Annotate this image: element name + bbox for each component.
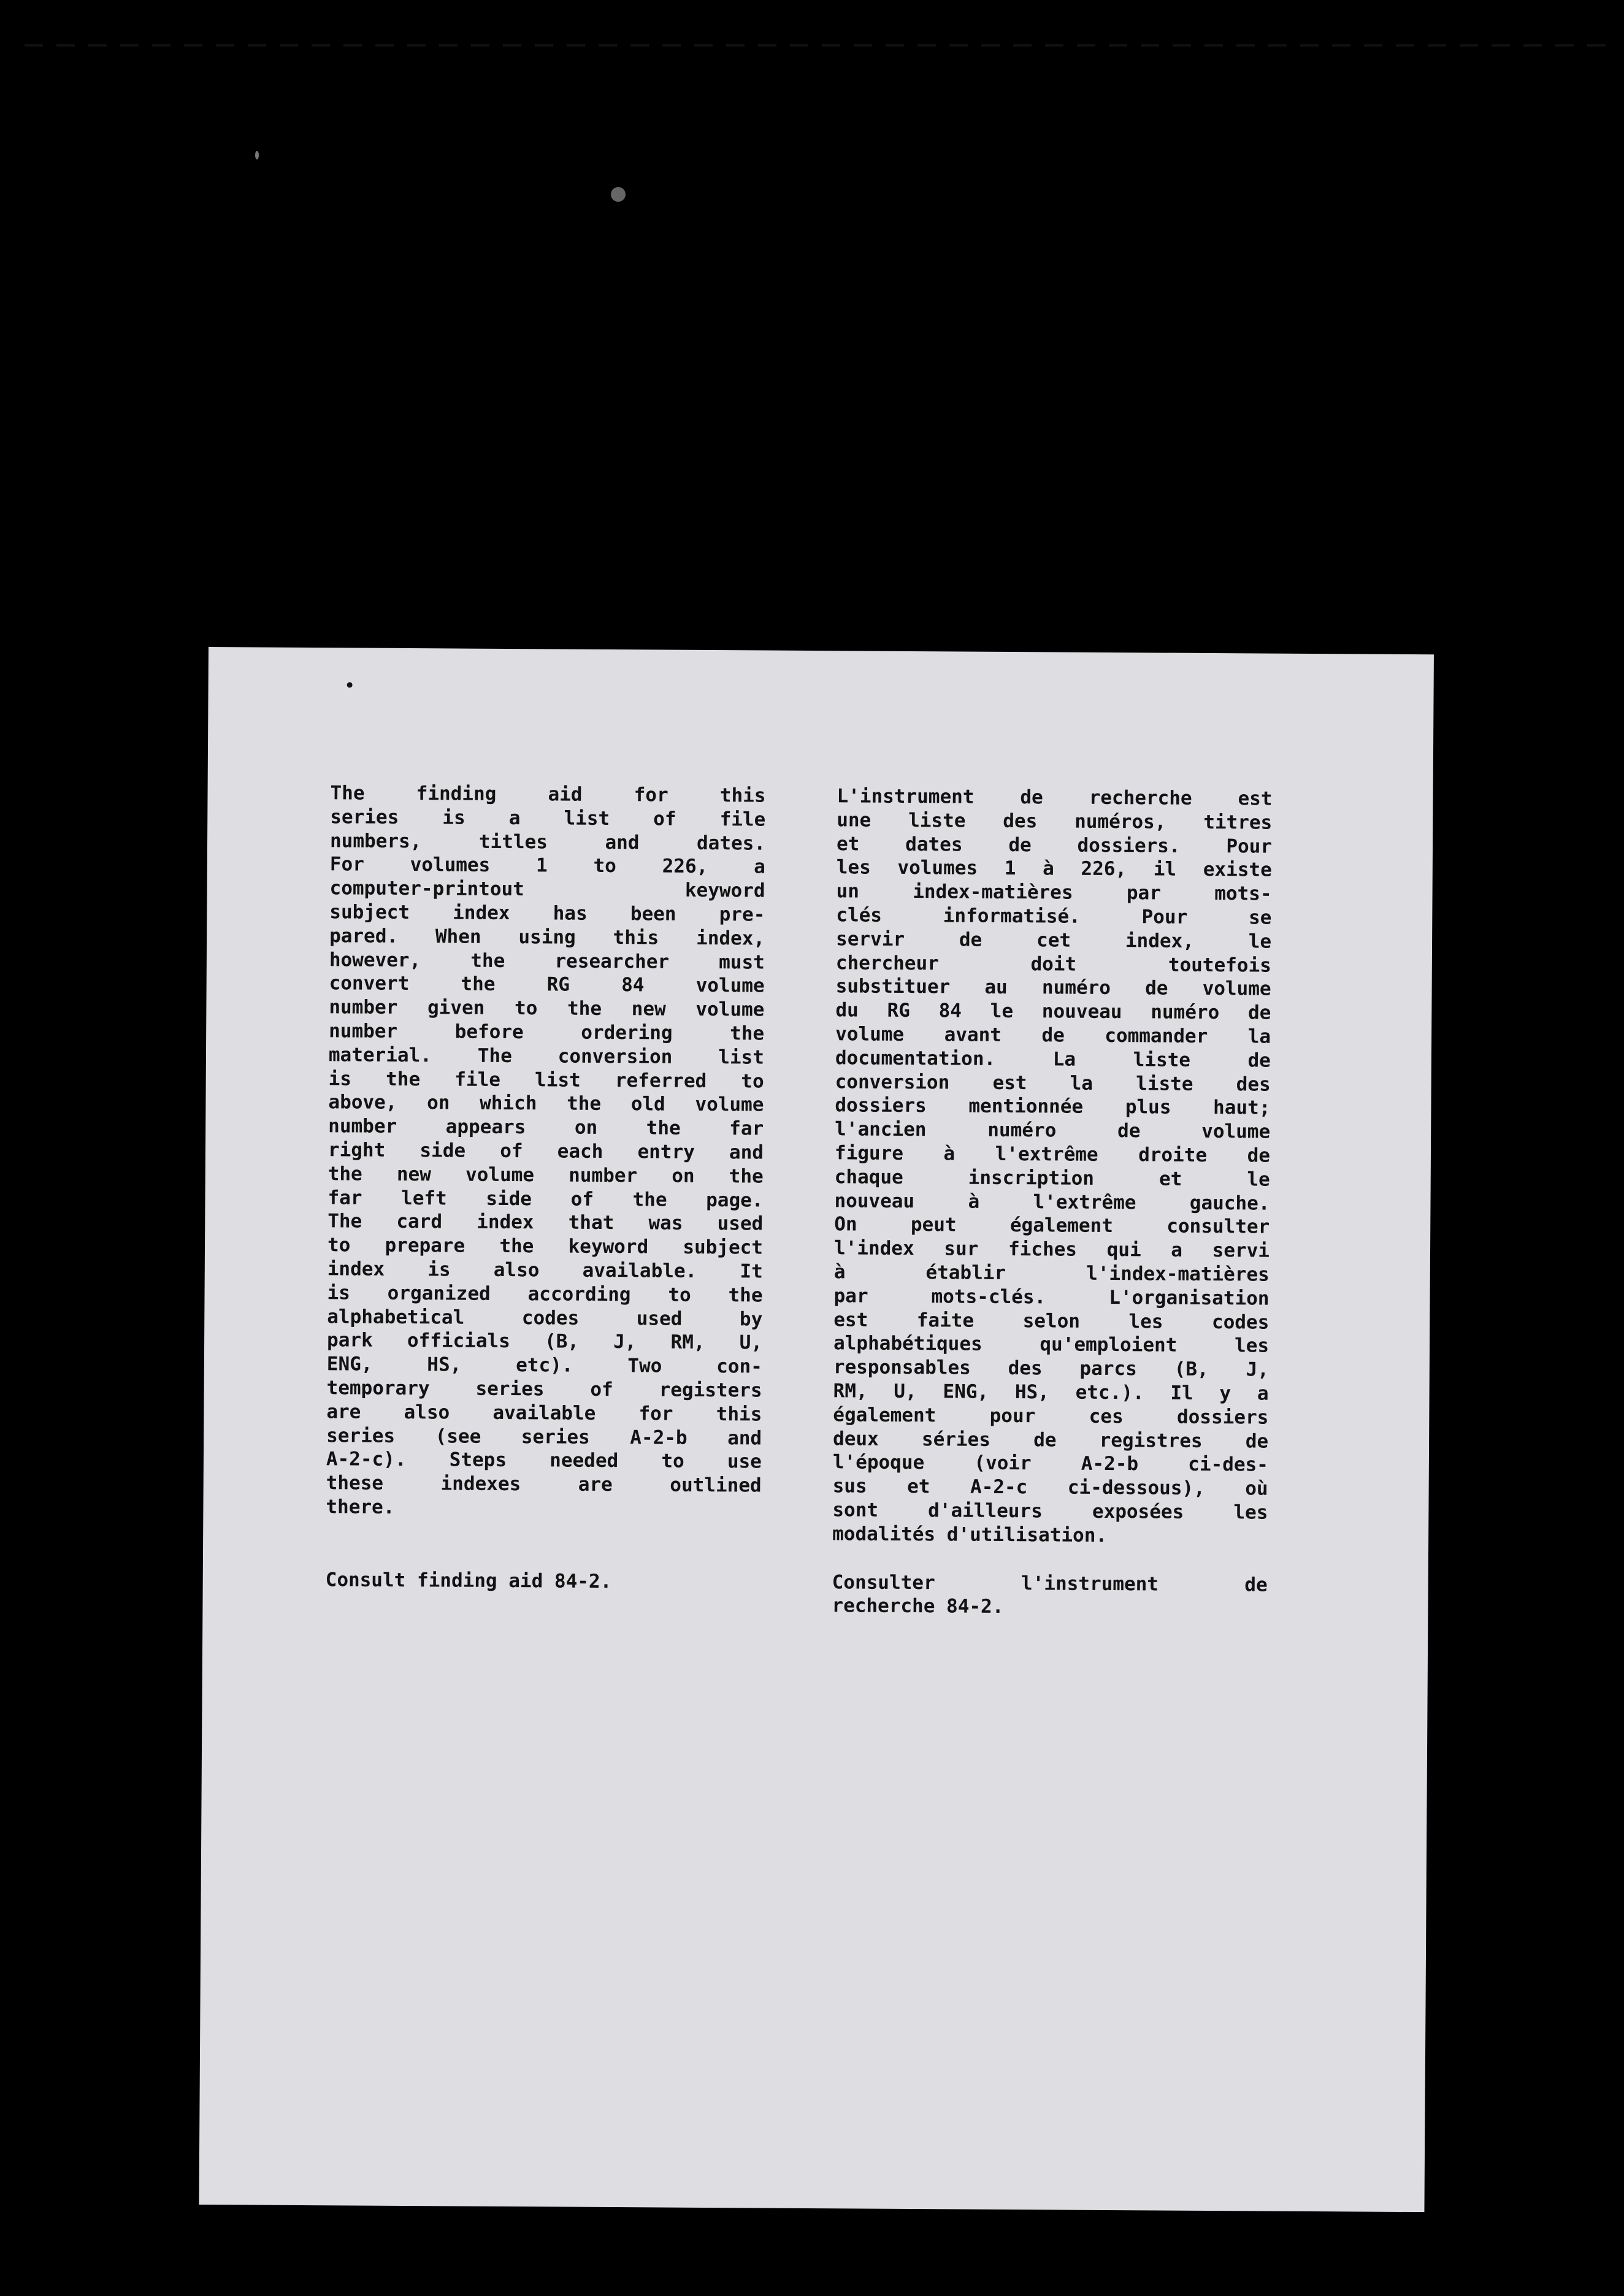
text-line: alphabétiques qu'emploient les: [833, 1332, 1270, 1357]
text-line: deux séries de registres de: [833, 1427, 1269, 1453]
text-line: est faite selon les codes: [833, 1308, 1270, 1334]
text-line: convert the RG 84 volume: [329, 972, 765, 997]
text-line: à établir l'index-matières: [833, 1261, 1270, 1286]
text-line: A-2-c). Steps needed to use: [326, 1448, 762, 1473]
text-line: there.: [326, 1496, 395, 1518]
text-line: l'index sur fiches qui a servi: [833, 1237, 1270, 1262]
text-line: un index-matières par mots-: [836, 880, 1272, 905]
text-line: numbers, titles and dates.: [329, 829, 766, 855]
text-line: documentation. La liste de: [835, 1047, 1271, 1072]
text-line: L'instrument de recherche est: [837, 785, 1273, 810]
document-page: [199, 647, 1433, 2212]
paper-speck: [347, 682, 353, 687]
text-line: Consulter l'instrument de: [832, 1571, 1268, 1596]
text-line: l'ancien numéro de volume: [835, 1118, 1271, 1143]
text-line: figure à l'extrême droite de: [834, 1142, 1271, 1167]
text-line: number given to the new volume: [329, 996, 765, 1021]
text-line: subject index has been pre-: [329, 901, 765, 926]
text-line: sus et A-2-c ci-dessous), où: [832, 1475, 1268, 1500]
text-line: above, on which the old volume: [328, 1091, 764, 1116]
text-line: également pour ces dossiers: [833, 1403, 1269, 1429]
text-line: park officials (B, J, RM, U,: [326, 1329, 763, 1354]
text-line: les volumes 1 à 226, il existe: [836, 856, 1272, 881]
text-line: une liste des numéros, titres: [837, 809, 1273, 834]
french-column: [832, 784, 1272, 1620]
text-line: chercheur doit toutefois: [835, 951, 1271, 977]
text-line: The card index that was used: [327, 1210, 764, 1235]
text-line: dossiers mentionnée plus haut;: [835, 1094, 1271, 1119]
text-line: substituer au numéro de volume: [835, 975, 1271, 1000]
text-line: number appears on the far: [328, 1115, 764, 1140]
text-line: series is a list of file: [330, 806, 766, 831]
text-line: For volumes 1 to 226, a: [329, 853, 765, 878]
text-line: par mots-clés. L'organisation: [833, 1284, 1270, 1310]
french-paragraph: [832, 784, 1273, 1548]
text-line: is the file list referred to: [328, 1067, 764, 1093]
text-line: temporary series of registers: [326, 1377, 762, 1402]
text-line: computer-printout keyword: [329, 877, 765, 902]
text-line: du RG 84 le nouveau numéro de: [835, 999, 1271, 1024]
text-line: right side of each entry and: [327, 1139, 764, 1164]
text-line: conversion est la liste des: [835, 1070, 1271, 1096]
text-line: number before ordering the: [329, 1020, 765, 1045]
english-consult-note: [326, 1568, 761, 1594]
text-line: ENG, HS, etc). Two con-: [326, 1353, 762, 1378]
text-line: responsables des parcs (B, J,: [833, 1356, 1269, 1381]
text-line: et dates de dossiers. Pour: [836, 832, 1273, 858]
text-line: material. The conversion list: [328, 1043, 765, 1069]
text-line: is organized according to the: [327, 1281, 763, 1307]
text-line: series (see series A-2-b and: [326, 1424, 762, 1450]
text-line: to prepare the keyword subject: [327, 1234, 764, 1259]
scan-noise-strip: [25, 44, 1613, 47]
text-line: sont d'ailleurs exposées les: [832, 1499, 1268, 1524]
english-column: [326, 781, 766, 1594]
text-line: servir de cet index, le: [836, 928, 1272, 953]
text-line: the new volume number on the: [327, 1162, 764, 1188]
text-line: RM, U, ENG, HS, etc.). Il y a: [833, 1380, 1269, 1405]
text-line: Consult finding aid 84-2.: [325, 1568, 612, 1593]
scan-speck: [255, 151, 259, 159]
text-line: far left side of the page.: [327, 1186, 764, 1212]
text-line: nouveau à l'extrême gauche.: [834, 1189, 1270, 1215]
text-line: clés informatisé. Pour se: [836, 904, 1272, 929]
text-line: index is also available. It: [327, 1258, 763, 1283]
text-line: chaque inscription et le: [834, 1166, 1270, 1191]
text-line: pared. When using this index,: [329, 924, 765, 950]
text-line: l'époque (voir A-2-b ci-des-: [832, 1451, 1268, 1476]
scan-speck: [611, 187, 626, 202]
text-line: alphabetical codes used by: [327, 1305, 763, 1331]
english-paragraph: [326, 781, 765, 1521]
text-line: volume avant de commander la: [835, 1023, 1271, 1048]
text-line: however, the researcher must: [329, 948, 765, 974]
text-line: The finding aid for this: [330, 782, 766, 807]
text-line: On peut également consulter: [834, 1213, 1270, 1238]
text-line: these indexes are outlined: [326, 1472, 762, 1497]
french-consult-note: [832, 1571, 1267, 1621]
text-line: are also available for this: [326, 1400, 762, 1426]
text-line: recherche 84-2.: [832, 1594, 1004, 1618]
text-line: modalités d'utilisation.: [832, 1522, 1108, 1547]
